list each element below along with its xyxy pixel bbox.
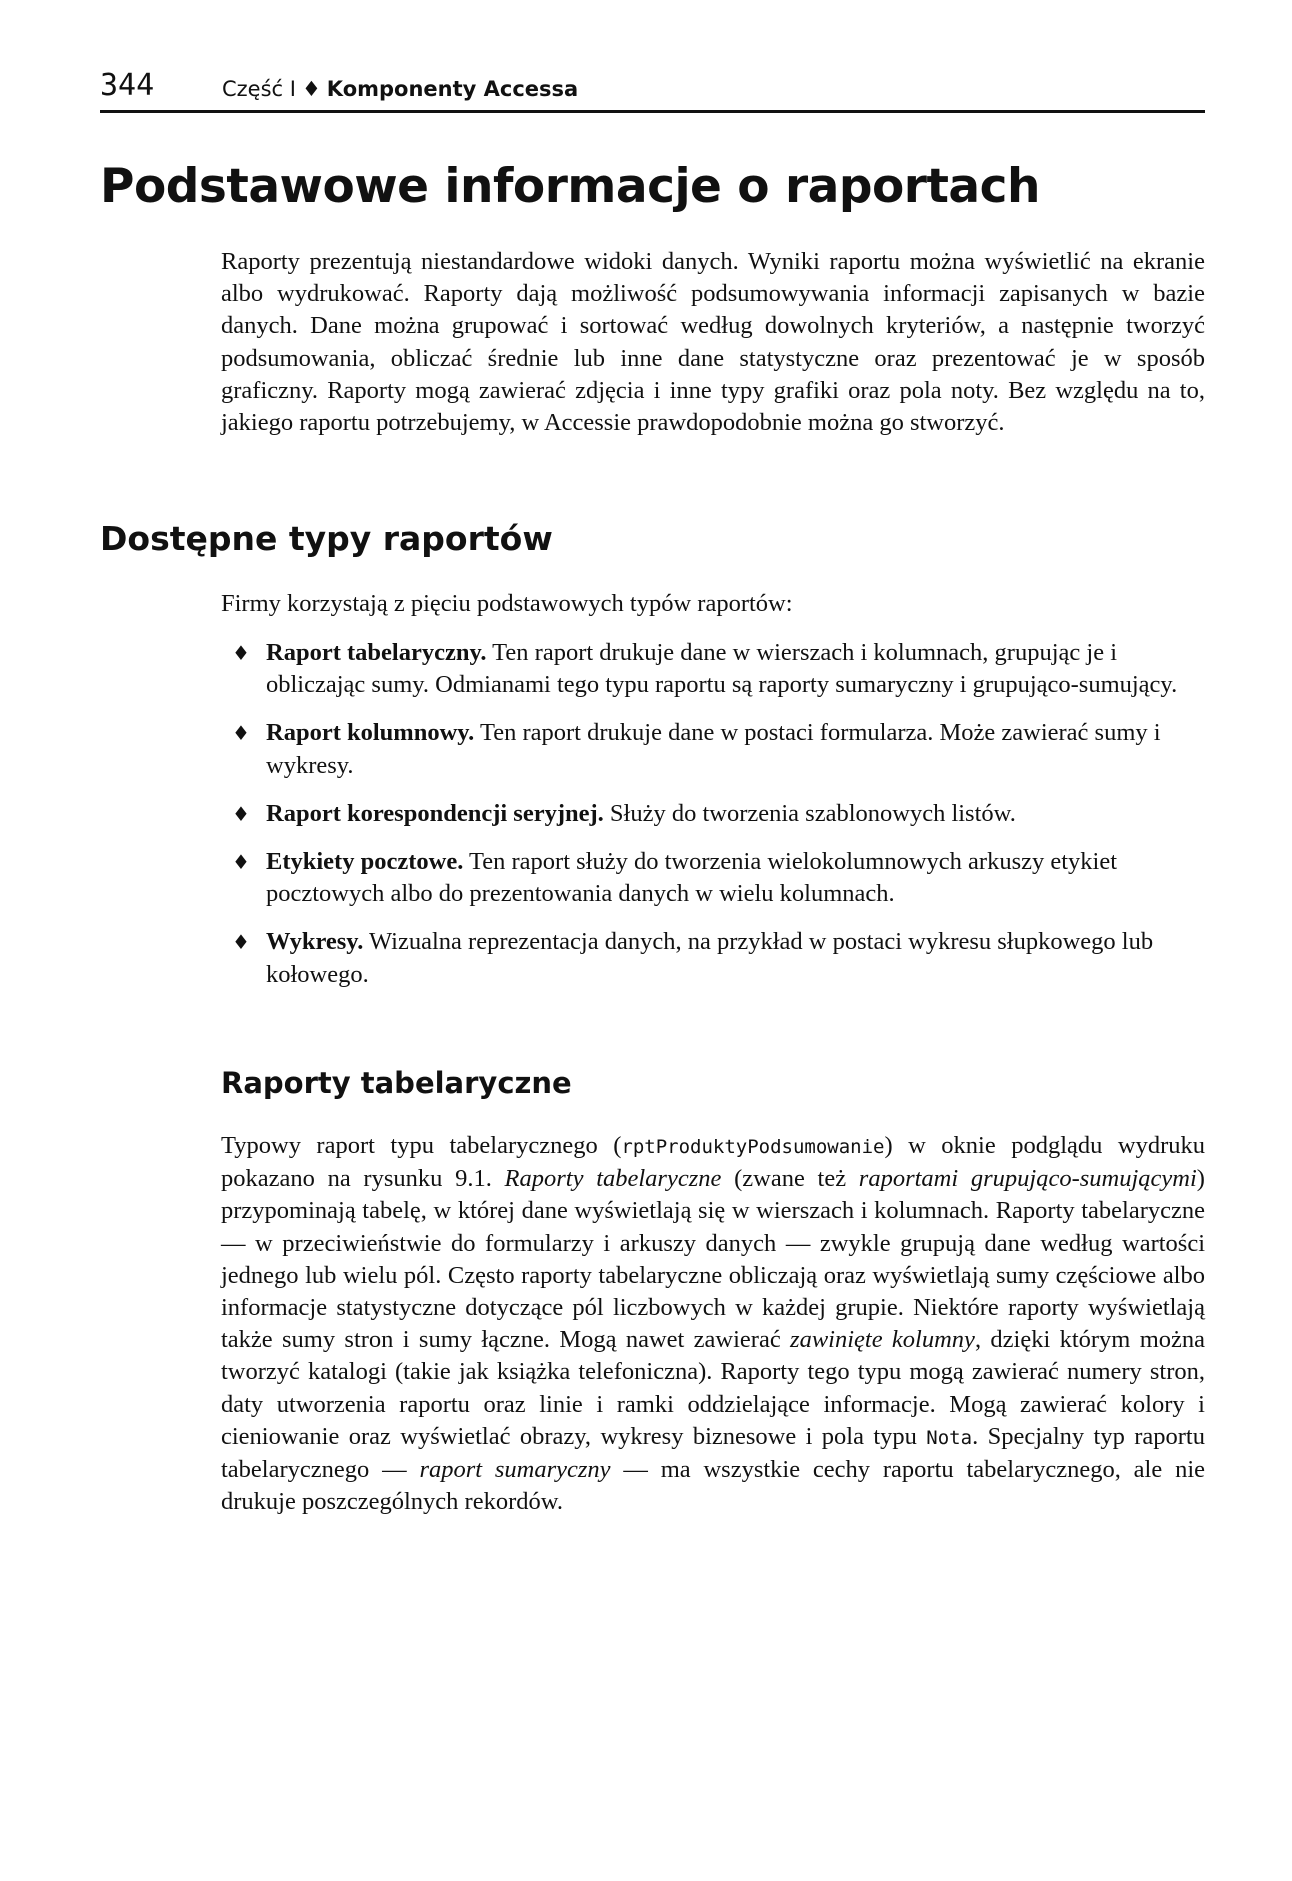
diamond-bullet-icon: ♦ <box>232 801 250 826</box>
diamond-bullet-icon: ♦ <box>232 641 250 665</box>
list-item-term: Raport korespondencji seryjnej. <box>266 799 604 827</box>
list-item <box>232 717 1192 781</box>
diamond-bullet-icon: ♦ <box>232 850 250 875</box>
list-item <box>232 798 1192 830</box>
running-header <box>100 64 1205 108</box>
diamond-bullet-icon: ♦ <box>232 930 250 955</box>
running-title <box>222 75 578 103</box>
text-run: — ma wszystkie cechy raportu tabelarycznego, ale nie drukuje poszczególnych rekordów. <box>221 1456 1205 1516</box>
text-run: Typowy raport typu tabelarycznego ( <box>221 1132 622 1159</box>
report-types-list <box>232 637 1192 1007</box>
code-field-type: Nota <box>926 1426 973 1449</box>
list-item <box>232 846 1192 910</box>
section-heading-report-types: Dostępne typy raportów <box>100 519 553 558</box>
emphasis-term: Raporty tabelaryczne <box>504 1165 722 1193</box>
text-run: (zwane też <box>721 1165 859 1193</box>
text-run: , dzięki którym można tworzyć katalogi (takie jak książka telefoniczna). Raporty tego typu mogą zawierać numery stron, daty utworzenia raportu oraz linie i ramki oddzielające informacje. Mogą zawierać kolory i cieniowanie oraz wyświetlać obrazy, wykresy biznesowe i pola typu <box>221 1326 1206 1450</box>
part-title: Komponenty Accessa <box>326 77 579 101</box>
list-item-text: Wizualna reprezentacja danych, na przykład w postaci wykresu słupkowego lub kołowego. <box>266 928 1154 988</box>
emphasis-term: raportami grupująco-sumującymi <box>858 1165 1197 1193</box>
list-item-text: Ten raport drukuje dane w postaci formularza. Może zawierać sumy i wykresy. <box>266 719 1161 779</box>
list-item-term: Raport tabelaryczny. <box>266 639 487 666</box>
code-report-name: rptProduktyPodsumowanie <box>621 1136 885 1158</box>
list-item <box>232 637 1192 701</box>
text-run: . Specjalny typ raportu tabelarycznego — <box>221 1422 1205 1484</box>
list-item-text: Ten raport drukuje dane w wierszach i kolumnach, grupując je i obliczając sumy. Odmianami tego typu raportu są raporty sumaryczny i grupująco-sumujący. <box>266 639 1178 699</box>
chapter-section-title: Podstawowe informacje o raportach <box>100 159 1040 214</box>
list-item-term: Wykresy. <box>266 928 364 956</box>
intro-paragraph: Raporty prezentują niestandardowe widoki danych. Wyniki raportu można wyświetlić na ekranie albo wydrukować. Raporty dają możliwość podsumowywania informacji zapisanych w bazie danych. Dane można grupować i sortować według dowolnych kryteriów, a następnie tworzyć podsumowania, obliczać średnie lub inne dane statystyczne oraz prezentować je w sposób graficzny. Raporty mogą zawierać zdjęcia i inne typy grafiki oraz pola noty. Bez względu na to, jakiego raportu potrzebujemy, w Accessie prawdopodobnie można go stworzyć. <box>221 248 1205 437</box>
list-item-term: Etykiety pocztowe. <box>266 848 464 876</box>
page-number: 344 <box>100 68 155 103</box>
text-run: ) w oknie podglądu wydruku pokazano na rysunku 9.1. <box>221 1132 1205 1193</box>
header-rule <box>100 110 1205 113</box>
emphasis-term: raport sumaryczny <box>419 1456 611 1484</box>
list-item-term: Raport kolumnowy. <box>266 719 475 747</box>
diamond-bullet-icon: ♦ <box>232 721 250 746</box>
report-types-lead: Firmy korzystają z pięciu podstawowych typów raportów: <box>221 590 793 617</box>
part-label: Część I <box>222 77 296 101</box>
list-item <box>232 926 1192 990</box>
emphasis-term: zawinięte kolumny <box>790 1326 975 1354</box>
list-item-text: Ten raport służy do tworzenia wielokolumnowych arkuszy etykiet pocztowych albo do prezentowania danych w wielu kolumnach. <box>266 848 1118 908</box>
subsection-heading-tabular-reports: Raporty tabelaryczne <box>221 1066 572 1100</box>
text-run: ) przypominają tabelę, w której dane wyświetlają się w wierszach i kolumnach. Raporty tabelaryczne — w przeciwieństwie do formularzy i arkuszy danych — zwykle grupują dane według wartości jednego lub wielu pól. Często raporty tabelaryczne obliczają oraz wyświetlają sumy częściowe albo informacje statystyczne dotyczące pól liczbowych w każdej grupie. Niektóre raporty wyświetlają także sumy stron i sumy łączne. Mogą nawet zawierać <box>221 1165 1205 1354</box>
tabular-reports-paragraph <box>221 1130 1205 1518</box>
list-item-text: Służy do tworzenia szablonowych listów. <box>603 799 1016 827</box>
diamond-separator-icon: ♦ <box>301 77 321 101</box>
